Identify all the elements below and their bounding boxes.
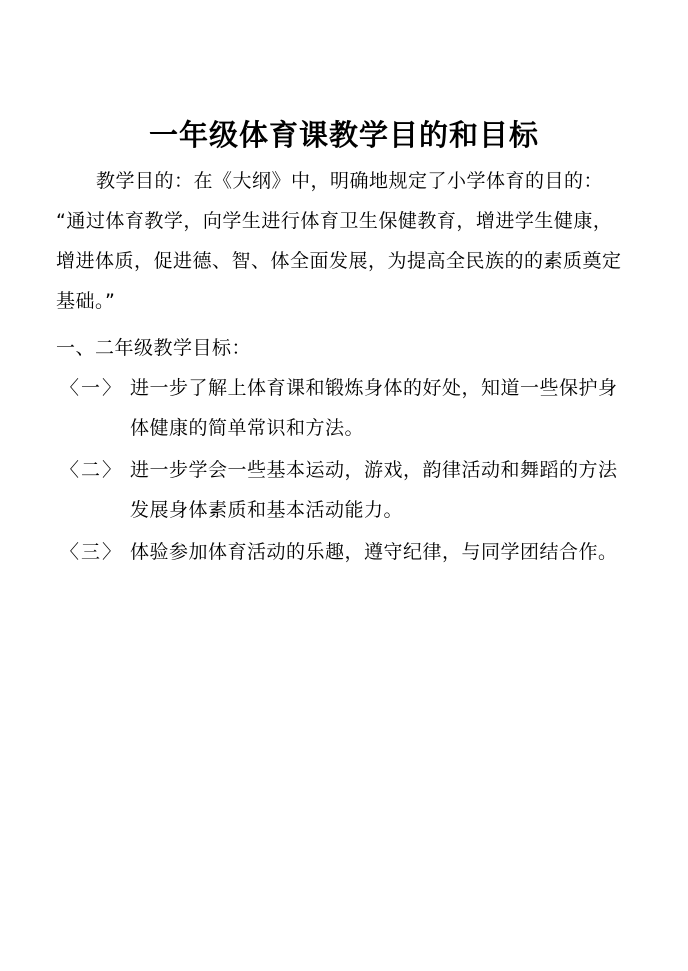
goal-number: 〈三〉 (60, 541, 124, 563)
goal-item (60, 532, 640, 572)
intro-line: 教学目的：在《大纲》中，明确地规定了小学体育的目的： (96, 170, 604, 192)
goal-text-line: 进一步学会一些基本运动，游戏，韵律活动和舞蹈的方法 (130, 459, 618, 481)
goal-number: 〈二〉 (60, 459, 124, 481)
goal-number: 〈一〉 (60, 377, 124, 399)
goal-item (60, 368, 640, 448)
intro-paragraph (56, 161, 636, 321)
section-heading: 一、二年级教学目标： (56, 337, 252, 359)
goal-text-line: 体健康的简单常识和方法。 (130, 417, 365, 439)
goal-text (130, 532, 640, 572)
intro-line: 增进体质，促进德、智、体全面发展，为提高全民族的的素质奠定 (56, 250, 622, 272)
goal-text-line: 发展身体素质和基本活动能力。 (130, 499, 404, 521)
goal-text (130, 368, 640, 448)
goal-item (60, 450, 640, 530)
document-title: 一年级体育课教学目的和目标 (148, 118, 539, 152)
goal-text (130, 450, 640, 530)
intro-line: “通过体育教学，向学生进行体育卫生保健教育，增进学生健康， (56, 210, 613, 232)
goal-text-line: 进一步了解上体育课和锻炼身体的好处，知道一些保护身 (130, 377, 618, 399)
goal-text-line: 体验参加体育活动的乐趣，遵守纪律，与同学团结合作。 (130, 541, 618, 563)
intro-line: 基础。” (56, 290, 116, 312)
